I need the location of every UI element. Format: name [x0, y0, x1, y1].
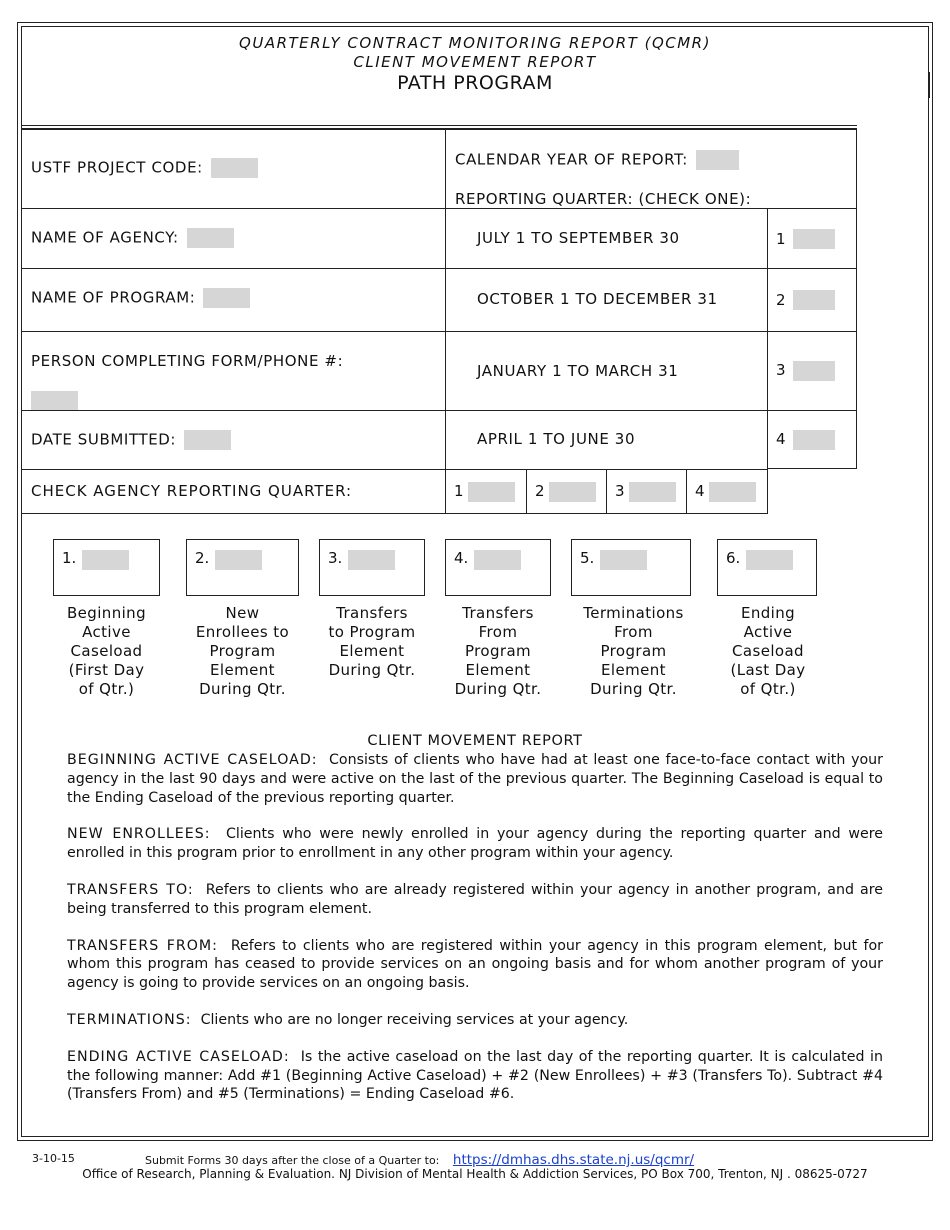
definition-text: Refers to clients who are registered within your agency in this program element, but for whom this program has ceased to provide services on an ongoing basis and for whom another program of your agency is going to provide services on an ongoing basis. — [67, 937, 883, 992]
caption-line: New — [225, 604, 260, 622]
definition-beginning-caseload — [67, 751, 883, 807]
quarter-option-2-label: OCTOBER 1 TO DECEMBER 31 — [477, 290, 718, 308]
project-code-label: USTF PROJECT CODE: — [31, 158, 203, 177]
calendar-year-input[interactable] — [696, 150, 739, 170]
caption-line: During Qtr. — [454, 680, 542, 698]
agency-quarter-2-input[interactable] — [549, 482, 596, 502]
caption-line: During Qtr. — [328, 661, 416, 679]
definition-text: Clients who were newly enrolled in your agency during the reporting quarter and were enrolled in this program prior to enrollment in any other program within your agency. — [67, 826, 883, 862]
definition-terminations — [67, 1011, 883, 1030]
date-submitted-input[interactable] — [184, 430, 231, 450]
quarter-option-3-label: JANUARY 1 TO MARCH 31 — [477, 362, 679, 380]
caption-line: From — [478, 623, 518, 641]
quarter-option-4-cell — [445, 410, 768, 470]
caption-line: Element — [210, 661, 275, 679]
quarter-option-4-check — [767, 410, 857, 469]
project-code-input[interactable] — [211, 158, 258, 178]
definition-term: BEGINNING ACTIVE CASELOAD: — [67, 752, 318, 768]
box-5-input[interactable] — [600, 550, 647, 570]
caption-line: Transfers — [336, 604, 408, 622]
box-4-caption — [438, 604, 558, 699]
definition-term: NEW ENROLLEES: — [67, 826, 211, 843]
caption-line: Terminations — [583, 604, 684, 622]
definition-term: TRANSFERS FROM: — [67, 937, 218, 954]
definitions-body — [67, 751, 883, 1122]
box-2-num: 2. — [195, 549, 210, 567]
box-3-input[interactable] — [348, 550, 395, 570]
quarter-option-1-label: JULY 1 TO SEPTEMBER 30 — [477, 229, 680, 247]
caption-line: (First Day — [68, 661, 145, 679]
agency-quarter-2-cell — [526, 469, 607, 514]
divider-line — [21, 125, 857, 126]
person-completing-label: PERSON COMPLETING FORM/PHONE #: — [31, 352, 344, 370]
check-quarter-cell — [21, 469, 446, 514]
quarter-option-1-input[interactable] — [793, 229, 835, 249]
date-submitted-label: DATE SUBMITTED: — [31, 430, 177, 449]
report-header-line2: CLIENT MOVEMENT REPORT — [353, 53, 597, 71]
quarter-option-3-check — [767, 331, 857, 411]
caption-line: (Last Day — [730, 661, 806, 679]
person-completing-input[interactable] — [31, 391, 78, 411]
caption-line: Program — [600, 642, 667, 660]
definition-term: TRANSFERS TO: — [67, 881, 194, 898]
caption-line: Caseload — [70, 642, 143, 660]
quarter-option-4-label: APRIL 1 TO JUNE 30 — [477, 430, 636, 448]
footer-submit-text: Submit Forms 30 days after the close of a Quarter to: — [145, 1154, 440, 1167]
box-1-caption — [46, 604, 167, 699]
definition-transfers-from — [67, 937, 883, 993]
quarter-option-3-num: 3 — [776, 361, 787, 379]
check-quarter-label: CHECK AGENCY REPORTING QUARTER: — [31, 482, 353, 500]
agency-quarter-4-input[interactable] — [709, 482, 756, 502]
caption-line: Caseload — [732, 642, 804, 660]
box-4-num: 4. — [454, 549, 469, 567]
program-name-input[interactable] — [203, 288, 250, 308]
page-title: PATH PROGRAM — [397, 72, 553, 94]
caption-line: During Qtr. — [590, 680, 677, 698]
box-6-ending-caseload — [717, 539, 817, 596]
program-name-cell — [21, 268, 446, 332]
quarter-option-1-cell — [445, 208, 768, 269]
quarter-option-4-input[interactable] — [793, 430, 835, 450]
box-6-input[interactable] — [746, 550, 793, 570]
box-3-transfers-to — [319, 539, 425, 596]
definition-text: Clients who are no longer receiving services at your agency. — [200, 1011, 629, 1028]
caption-line: From — [614, 623, 653, 641]
project-code-cell — [21, 129, 446, 209]
caption-line: Element — [601, 661, 666, 679]
box-1-num: 1. — [62, 549, 77, 567]
reporting-quarter-label: REPORTING QUARTER: (CHECK ONE): — [455, 190, 752, 208]
box-2-input[interactable] — [215, 550, 262, 570]
definition-text: Is the active caseload on the last day of the reporting quarter. It is calculated in the following manner: Add #1 (Beginning Active Caseload) + #2 (New Enrollees) + #3 (Transfers To). Subtract #4 (Transfers From) and #5 (Terminations) = Ending Caseload #6. — [67, 1048, 883, 1103]
definition-text: Refers to clients who are already registered within your agency in another program, and are being transferred to this program element. — [67, 881, 883, 917]
box-6-caption — [708, 604, 828, 699]
caption-line: Program — [209, 642, 276, 660]
agency-quarter-1-num: 1 — [454, 482, 465, 500]
program-name-label: NAME OF PROGRAM: — [31, 288, 196, 307]
caption-line: Element — [465, 661, 531, 679]
caption-line: Element — [339, 642, 405, 660]
caption-line: Active — [82, 623, 131, 641]
box-1-input[interactable] — [82, 550, 129, 570]
definition-ending-caseload — [67, 1048, 883, 1104]
caption-line: Beginning — [66, 604, 147, 622]
calendar-year-cell — [445, 129, 857, 209]
quarter-option-2-num: 2 — [776, 291, 787, 309]
quarter-option-2-cell — [445, 268, 768, 332]
quarter-option-3-cell — [445, 331, 768, 411]
box-5-terminations — [571, 539, 691, 596]
definition-term: TERMINATIONS: — [67, 1011, 192, 1028]
quarter-option-4-num: 4 — [776, 430, 787, 448]
form-revision-date: 3-10-15 — [32, 1152, 75, 1165]
report-header-line1: QUARTERLY CONTRACT MONITORING REPORT (QCMR) — [239, 34, 711, 52]
caption-line: Program — [464, 642, 532, 660]
caption-line: Transfers — [462, 604, 534, 622]
caption-line: During Qtr. — [199, 680, 286, 698]
quarter-option-2-input[interactable] — [793, 290, 835, 310]
quarter-option-3-input[interactable] — [793, 361, 835, 381]
quarter-option-1-check — [767, 208, 857, 269]
qcmr-link[interactable]: https://dmhas.dhs.state.nj.us/qcmr/ — [452, 1152, 695, 1168]
definitions-title: CLIENT MOVEMENT REPORT — [367, 733, 583, 749]
box-5-num: 5. — [580, 549, 595, 567]
quarter-option-1-num: 1 — [776, 230, 787, 248]
caption-line: of Qtr.) — [740, 680, 796, 698]
definition-term: ENDING ACTIVE CASELOAD: — [67, 1048, 290, 1065]
agency-quarter-4-num: 4 — [695, 482, 706, 500]
box-3-num: 3. — [328, 549, 343, 567]
agency-quarter-4-cell — [686, 469, 768, 514]
definition-text: Consists of clients who have had at least one face-to-face contact with your agency in the last 90 days and were active on the last of the previous quarter. The Beginning Caseload is equal to the Ending Caseload of the previous reporting quarter. — [67, 752, 883, 806]
agency-name-input[interactable] — [187, 228, 234, 248]
box-2-caption — [182, 604, 303, 699]
box-1-beginning-caseload — [53, 539, 160, 596]
agency-quarter-1-cell — [445, 469, 527, 514]
person-completing-cell — [21, 331, 446, 411]
caption-line: Ending — [740, 604, 796, 622]
box-6-num: 6. — [726, 549, 741, 567]
box-4-transfers-from — [445, 539, 551, 596]
box-4-input[interactable] — [474, 550, 521, 570]
caption-line: of Qtr.) — [78, 680, 135, 698]
agency-name-cell — [21, 208, 446, 269]
box-5-caption — [568, 604, 699, 699]
footer-office-address: Office of Research, Planning & Evaluation. NJ Division of Mental Health & Addiction Services, PO Box 700, Trenton, NJ . 08625-0727 — [82, 1167, 868, 1181]
agency-quarter-3-cell — [606, 469, 687, 514]
agency-quarter-2-num: 2 — [535, 482, 546, 500]
calendar-year-label: CALENDAR YEAR OF REPORT: — [455, 150, 688, 169]
quarter-option-2-check — [767, 268, 857, 332]
definition-new-enrollees — [67, 825, 883, 863]
agency-name-label: NAME OF AGENCY: — [31, 228, 179, 247]
footer-submit-note — [145, 1152, 694, 1168]
box-2-new-enrollees — [186, 539, 299, 596]
date-submitted-cell — [21, 410, 446, 470]
agency-quarter-3-num: 3 — [615, 482, 626, 500]
agency-quarter-3-input[interactable] — [629, 482, 676, 502]
definition-transfers-to — [67, 881, 883, 919]
agency-quarter-1-input[interactable] — [468, 482, 515, 502]
box-3-caption — [312, 604, 432, 680]
caption-line: to Program — [328, 623, 416, 641]
caption-line: Enrollees to — [195, 623, 290, 641]
caption-line: Active — [743, 623, 793, 641]
